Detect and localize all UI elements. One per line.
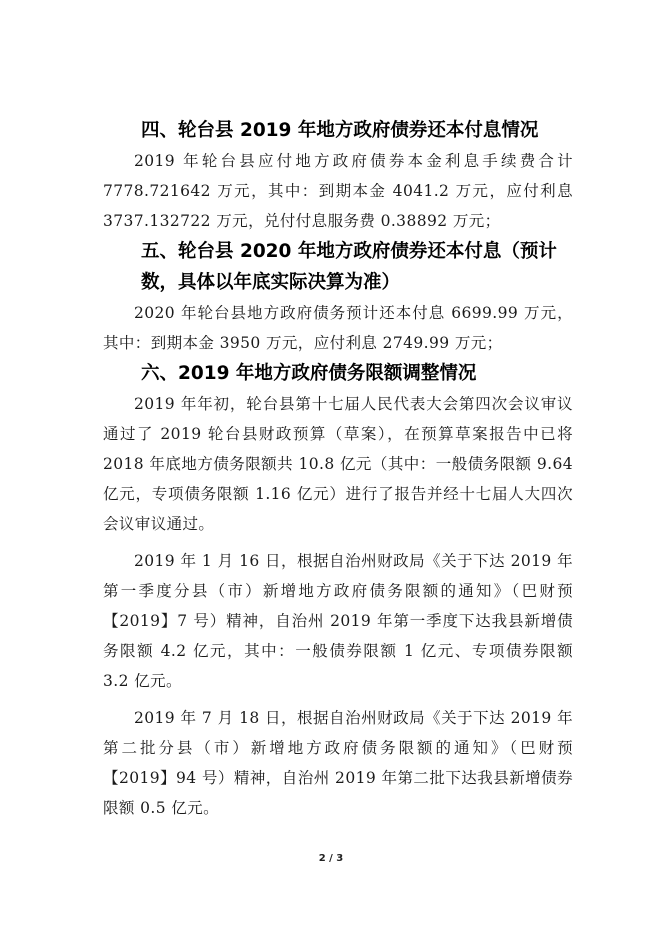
section-heading-5: 五、轮台县 2020 年地方政府债券还本付息（预计数，具体以年底实际决算为准）	[141, 241, 557, 293]
page-number: 2 / 3	[318, 853, 344, 864]
section-6-paragraph-2: 2019 年 1 月 16 日，根据自治州财政局《关于下达 2019 年第一季度分县（市）新增地方政府债务限额的通知》（巴财预【2019】7 号）精神，自治州 2019 年第一季度下达我县新增债务限额 4.2 亿元，其中：一般债券限额 1 亿元、专项债券限额 3.2 亿元。	[103, 552, 573, 690]
section-4-paragraph: 2019 年轮台县应付地方政府债券本金利息手续费合计 7778.721642 万元，其中：到期本金 4041.2 万元，应付利息 3737.132722 万元，兑付付息服务费 0.38892 万元；	[103, 152, 573, 230]
document-body	[103, 115, 573, 823]
section-6-paragraph-1: 2019 年年初，轮台县第十七届人民代表大会第四次会议审议通过了 2019 轮台县财政预算（草案），在预算草案报告中已将 2018 年底地方债务限额共 10.8 亿元（其中：一般债务限额 9.64 亿元，专项债务限额 1.16 亿元）进行了报告并经十七届人大四次会议审议通过。	[103, 395, 573, 533]
section-5-paragraph: 2020 年轮台县地方政府债务预计还本付息 6699.99 万元，其中：到期本金 3950 万元，应付利息 2749.99 万元；	[103, 304, 573, 352]
section-6-paragraph-3: 2019 年 7 月 18 日，根据自治州财政局《关于下达 2019 年第二批分县（市）新增地方政府债务限额的通知》（巴财预【2019】94 号）精神，自治州 2019 年第二批下达我县新增债券限额 0.5 亿元。	[103, 709, 573, 817]
section-heading-4: 四、轮台县 2019 年地方政府债券还本付息情况	[141, 120, 539, 141]
section-heading-6: 六、2019 年地方政府债务限额调整情况	[141, 363, 477, 384]
